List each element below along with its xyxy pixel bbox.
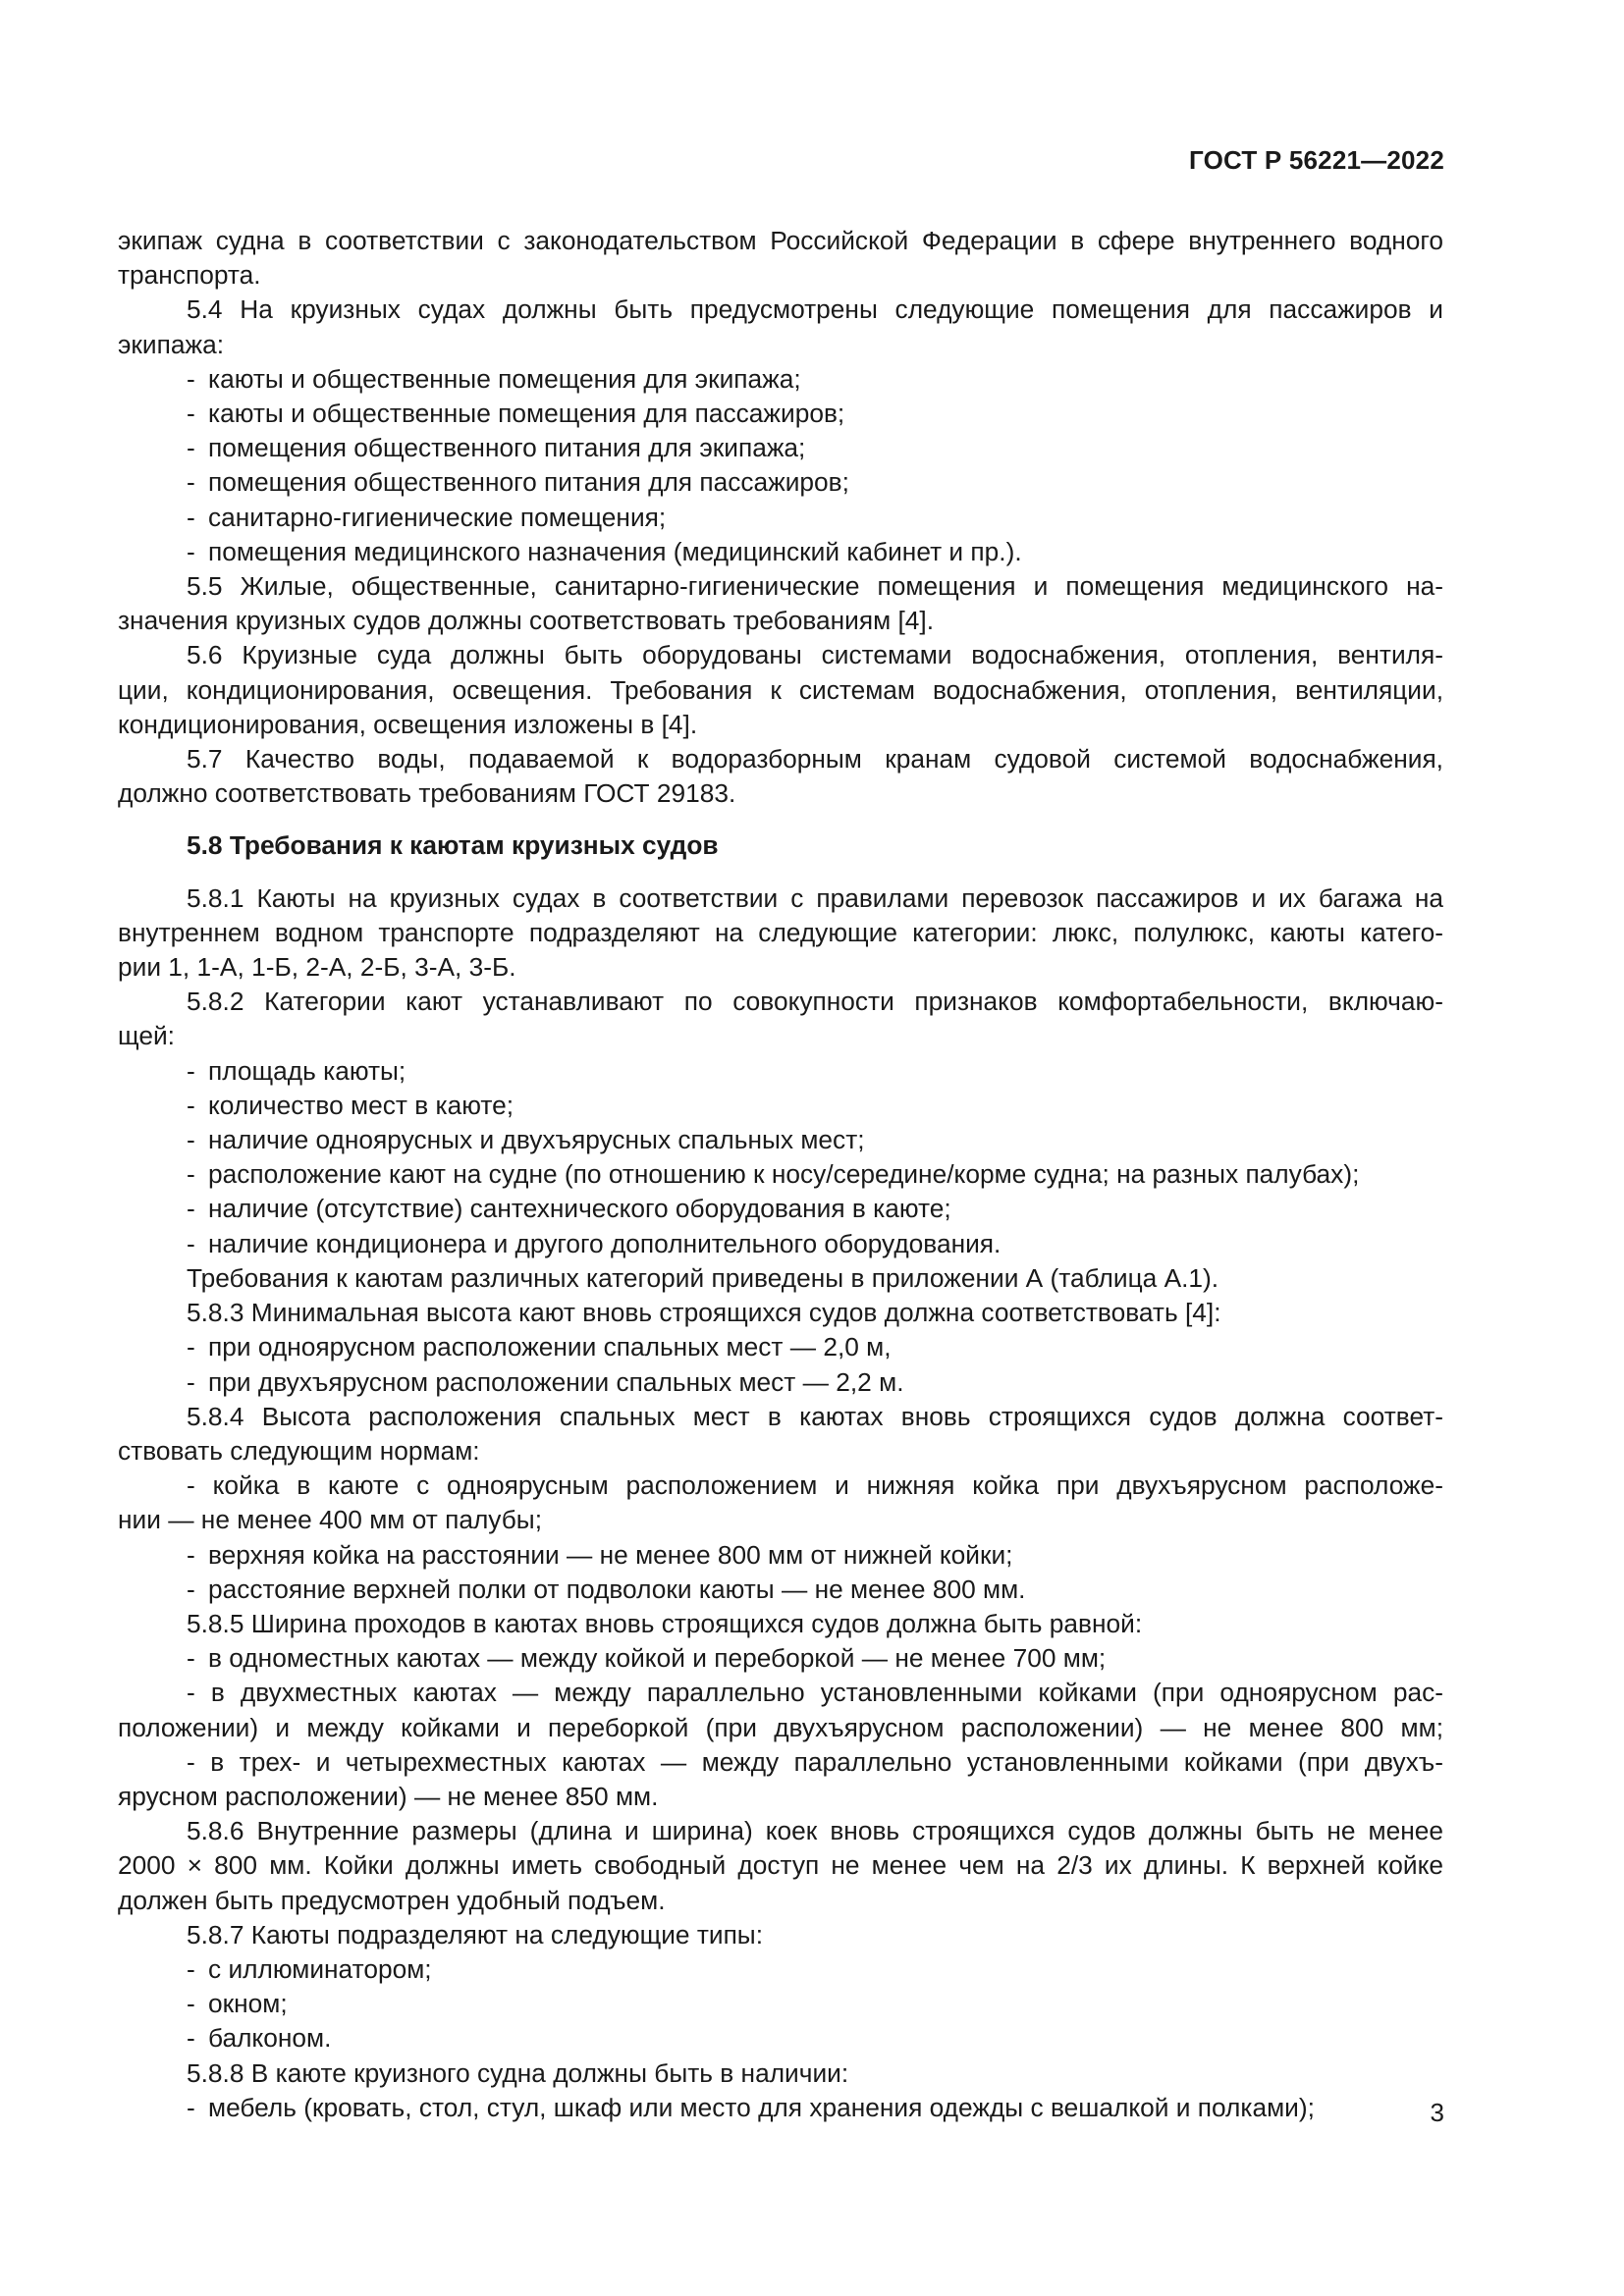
list-item: - в двухместных каютах — между параллельно установленными койками (при одноярусном рас- [187, 1678, 1443, 1708]
paragraph-5-7-cont: должно соответствовать требованиям ГОСТ 29183. [118, 778, 736, 809]
paragraph-5-8-3: 5.8.3 Минимальная высота кают вновь строящихся судов должна соответствовать [4]: [187, 1298, 1221, 1328]
list-item: - в трех- и четырехместных каютах — между параллельно установленными койками (при двухъ- [187, 1746, 1443, 1777]
section-title-5-8: 5.8 Требования к каютам круизных судов [187, 830, 719, 861]
paragraph-5-8-6-cont: должен быть предусмотрен удобный подъем. [118, 1885, 666, 1915]
paragraph-5-6: 5.6 Круизные суда должны быть оборудованы системами водоснабжения, отопления, вентиля- [187, 640, 1443, 670]
list-item: - помещения общественного питания для экипажа; [187, 433, 806, 463]
paragraph-intro-line: экипаж судна в соответствии с законодательством Российской Федерации в сфере внутреннего водного [118, 226, 1443, 255]
paragraph-5-8-4-cont: ствовать следующим нормам: [118, 1435, 480, 1466]
list-item: - количество мест в каюте; [187, 1090, 514, 1120]
paragraph-5-8-4: 5.8.4 Высота расположения спальных мест в каютах вновь строящихся судов должна соответ- [187, 1401, 1443, 1431]
list-item: - верхняя койка на расстоянии — не менее 800 мм от нижней койки; [187, 1539, 1013, 1570]
list-item: - каюты и общественные помещения для экипажа; [187, 363, 801, 394]
paragraph-5-8-5: 5.8.5 Ширина проходов в каютах вновь строящихся судов должна быть равной: [187, 1608, 1143, 1638]
list-item: - наличие кондиционера и другого дополнительного оборудования. [187, 1228, 1001, 1258]
paragraph-5-8-1-cont: рии 1, 1-А, 1-Б, 2-А, 2-Б, 3-А, 3-Б. [118, 952, 516, 983]
paragraph-5-7: 5.7 Качество воды, подаваемой к водоразборным кранам судовой системой водоснабжения, [187, 744, 1443, 774]
document-body [118, 224, 1443, 2125]
paragraph-5-8-6: 5.8.6 Внутренние размеры (длина и ширина) коек вновь строящихся судов должны быть не менее [187, 1816, 1443, 1846]
list-item: - расстояние верхней полки от подволоки каюты — не менее 800 мм. [187, 1574, 1026, 1604]
paragraph-5-8-8: 5.8.8 В каюте круизного судна должны быть в наличии: [187, 2057, 849, 2088]
paragraph-5-4-cont: экипажа: [118, 329, 224, 359]
list-item: - балконом. [187, 2023, 332, 2054]
list-item: - при двухъярусном расположении спальных мест — 2,2 м. [187, 1366, 904, 1397]
paragraph-5-8-2-cont: щей: [118, 1021, 175, 1051]
paragraph-5-8-1: 5.8.1 Каюты на круизных судах в соответствии с правилами перевозок пассажиров и их багажа на [187, 882, 1443, 913]
paragraph-intro-line: транспорта. [118, 260, 261, 291]
list-item: - в одноместных каютах — между койкой и переборкой — не менее 700 мм; [187, 1643, 1107, 1674]
list-item: - с иллюминатором; [187, 1953, 432, 1984]
list-item-cont: ярусном расположении) — не менее 850 мм. [118, 1781, 659, 1811]
paragraph-5-6-cont: ции, кондиционирования, освещения. Требования к системам водоснабжения, отопления, вентиляции, [118, 674, 1443, 705]
paragraph-5-8-1-cont: внутреннем водном транспорте подразделяют на следующие категории: люкс, полулюкс, каюты катего- [118, 917, 1443, 947]
list-item: - койка в каюте с одноярусным расположением и нижняя койка при двухъярусном расположе- [187, 1470, 1443, 1501]
list-item: - расположение кают на судне (по отношению к носу/середине/корме судна; на разных палубах); [187, 1159, 1360, 1190]
paragraph-5-4: 5.4 На круизных судах должны быть предусмотрены следующие помещения для пассажиров и [187, 294, 1443, 325]
paragraph-5-8-2: 5.8.2 Категории кают устанавливают по совокупности признаков комфортабельности, включаю- [187, 987, 1443, 1017]
list-item-cont: положении) и между койками и переборкой (при двухъярусном расположении) — не менее 800 мм; [118, 1712, 1443, 1742]
list-item: - помещения общественного питания для пассажиров; [187, 467, 849, 498]
list-item: - площадь каюты; [187, 1055, 406, 1086]
list-item: - наличие (отсутствие) сантехнического оборудования в каюте; [187, 1194, 951, 1224]
list-item: - окном; [187, 1989, 288, 2019]
list-item: - при одноярусном расположении спальных мест — 2,0 м, [187, 1332, 892, 1362]
paragraph-5-8-2-note: Требования к каютам различных категорий приведены в приложении А (таблица А.1). [187, 1262, 1219, 1293]
list-item: - мебель (кровать, стол, стул, шкаф или место для хранения одежды с вешалкой и полками); [187, 2092, 1315, 2122]
list-item: - каюты и общественные помещения для пассажиров; [187, 399, 845, 429]
paragraph-5-8-6-cont: 2000 × 800 мм. Койки должны иметь свободный доступ не менее чем на 2/3 их длины. К верхней койке [118, 1850, 1443, 1881]
paragraph-5-8-7: 5.8.7 Каюты подразделяют на следующие типы: [187, 1919, 764, 1949]
list-item-cont: нии — не менее 400 мм от палубы; [118, 1505, 543, 1535]
page-number: 3 [1430, 2098, 1444, 2127]
list-item: - наличие одноярусных и двухъярусных спальных мест; [187, 1125, 865, 1155]
paragraph-5-5-cont: значения круизных судов должны соответствовать требованиям [4]. [118, 606, 935, 636]
document-code-header: ГОСТ Р 56221—2022 [1189, 145, 1444, 175]
paragraph-5-6-cont: кондиционирования, освещения изложены в [4]. [118, 709, 698, 739]
list-item: - санитарно-гигиенические помещения; [187, 502, 667, 532]
list-item: - помещения медицинского назначения (медицинский кабинет и пр.). [187, 536, 1022, 566]
paragraph-5-5: 5.5 Жилые, общественные, санитарно-гигиенические помещения и помещения медицинского на- [187, 571, 1443, 602]
